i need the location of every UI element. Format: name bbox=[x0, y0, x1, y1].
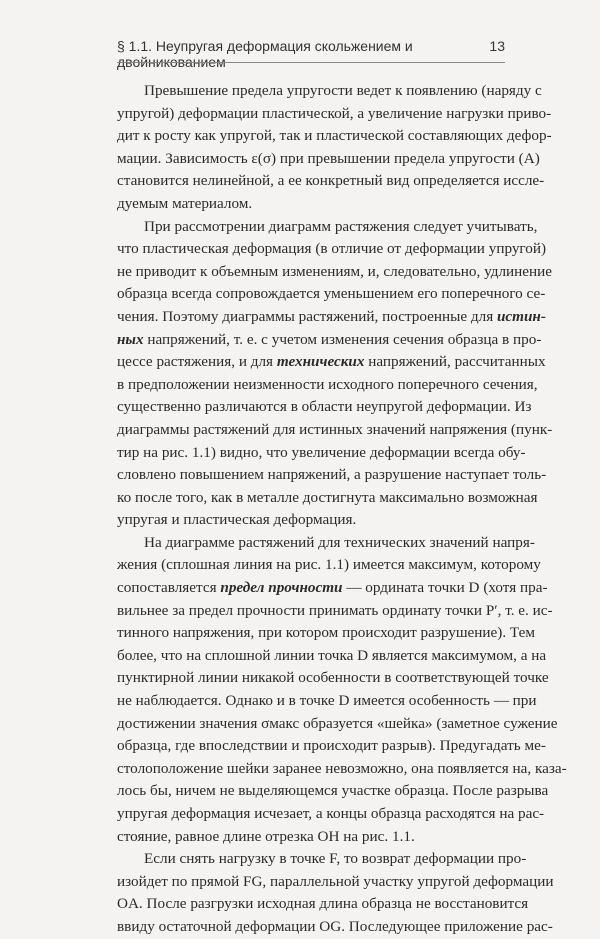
text-line: образца всегда сопровождается уменьшением его поперечного се- bbox=[117, 285, 546, 303]
text-line: изойдет по прямой FG, параллельной участку упругой деформации bbox=[117, 872, 554, 890]
text-line: что пластическая деформация (в отличие от деформации упругой) bbox=[117, 240, 547, 258]
text-line: На диаграмме растяжений для технических значений напря- bbox=[144, 533, 535, 551]
text-line: лось бы, ничем не выделяющемся участке образца. После разрыва bbox=[117, 782, 549, 800]
text-line: не наблюдается. Однако и в точке D имеется особенность — при bbox=[117, 692, 537, 710]
text-line: более, что на сплошной линии точка D является максимумом, а на bbox=[117, 646, 547, 664]
running-header bbox=[117, 38, 505, 70]
text-line: упругая и пластическая деформация. bbox=[117, 511, 357, 529]
text-line: достижении значения σмакс образуется «шейка» (заметное сужение bbox=[117, 714, 558, 732]
text-line bbox=[117, 577, 548, 600]
text-line: пунктирной линии никакой особенности в соответствующей точке bbox=[117, 669, 549, 687]
emphasis-true-stress-end: ных bbox=[117, 330, 144, 348]
text-line: тир на рис. 1.1) видно, что увеличение деформации всегда обу- bbox=[117, 443, 526, 461]
text-line: При рассмотрении диаграмм растяжения следует учитывать, bbox=[144, 217, 538, 235]
emphasis-technical: технических bbox=[276, 353, 365, 371]
paragraph-4 bbox=[117, 848, 554, 938]
text-line: столоположение шейки заранее невозможно, она появляется на, каза- bbox=[117, 759, 567, 777]
emphasis-ultimate-strength: предел прочности bbox=[220, 579, 343, 597]
text-line: диаграммы растяжений для истинных значений напряжения (пунк- bbox=[117, 420, 553, 438]
text-line: ввиду остаточной деформации OG. Последующее приложение рас- bbox=[117, 917, 553, 935]
text-line: словлено повышением напряжений, а разрушение наступает толь- bbox=[117, 466, 547, 484]
text-line: упругой) деформации пластической, а увеличение нагрузки приво- bbox=[117, 104, 552, 122]
text-line: вильнее за предел прочности принимать ординату точки P′, т. е. ис- bbox=[117, 601, 553, 619]
text-line: мации. Зависимость ε(σ) при превышении предела упругости (A) bbox=[117, 149, 540, 167]
paragraph-3 bbox=[117, 532, 567, 848]
text-line: в предположении неизменности исходного поперечного сечения, bbox=[117, 375, 538, 393]
page-number: 13 bbox=[489, 38, 505, 54]
text-run: сопоставляется bbox=[117, 579, 221, 597]
text-line bbox=[117, 329, 542, 352]
text-run: чения. Поэтому диаграммы растяжений, построенные для bbox=[117, 307, 497, 325]
text-line: Превышение предела упругости ведет к появлению (наряду с bbox=[144, 82, 542, 99]
text-line bbox=[117, 306, 546, 329]
emphasis-true-stress: истин- bbox=[496, 307, 546, 325]
header-rule bbox=[117, 62, 505, 63]
text-line: образца, где впоследствии и происходит разрыв). Предугадать ме- bbox=[117, 737, 546, 755]
text-line: ко после того, как в металле достигнута максимально возможная bbox=[117, 488, 538, 506]
text-line: становится нелинейной, а ее конкретный вид определяется иссле- bbox=[117, 172, 545, 190]
text-line: тинного напряжения, при котором происходит разрушение). Тем bbox=[117, 624, 535, 642]
text-line: Если снять нагрузку в точке F, то возврат деформации про- bbox=[144, 850, 527, 868]
text-run: цессе растяжения, и для bbox=[117, 353, 277, 371]
section-title: § 1.1. Неупругая деформация скольжением и двойникованием bbox=[117, 38, 413, 70]
text-line: не приводит к объемным изменениям, и, следовательно, удлинение bbox=[117, 262, 553, 280]
text-line: дит к росту как упругой, так и пластической составляющих дефор- bbox=[117, 127, 552, 145]
text-line: стояние, равное длине отрезка OH на рис. 1.1. bbox=[117, 827, 415, 845]
text-line: жения (сплошная линия на рис. 1.1) имеется максимум, которому bbox=[117, 556, 541, 574]
text-line bbox=[117, 351, 546, 374]
paragraph-2 bbox=[117, 216, 553, 532]
text-line: дуемым материалом. bbox=[117, 194, 253, 212]
text-line: OA. После разгрузки исходная длина образца не восстановится bbox=[117, 895, 529, 913]
text-run: напряжений, рассчитанных bbox=[364, 353, 546, 371]
paragraph-1 bbox=[117, 80, 552, 216]
body-text bbox=[117, 80, 567, 939]
text-run: напряжений, т. е. с учетом изменения сечения образца в про- bbox=[143, 330, 542, 348]
text-line: упругая деформация исчезает, а концы образца расходятся на рас- bbox=[117, 805, 545, 822]
text-line: существенно различаются в области неупругой деформации. Из bbox=[117, 398, 532, 416]
text-run: — ордината точки D (хотя пра- bbox=[342, 579, 548, 597]
